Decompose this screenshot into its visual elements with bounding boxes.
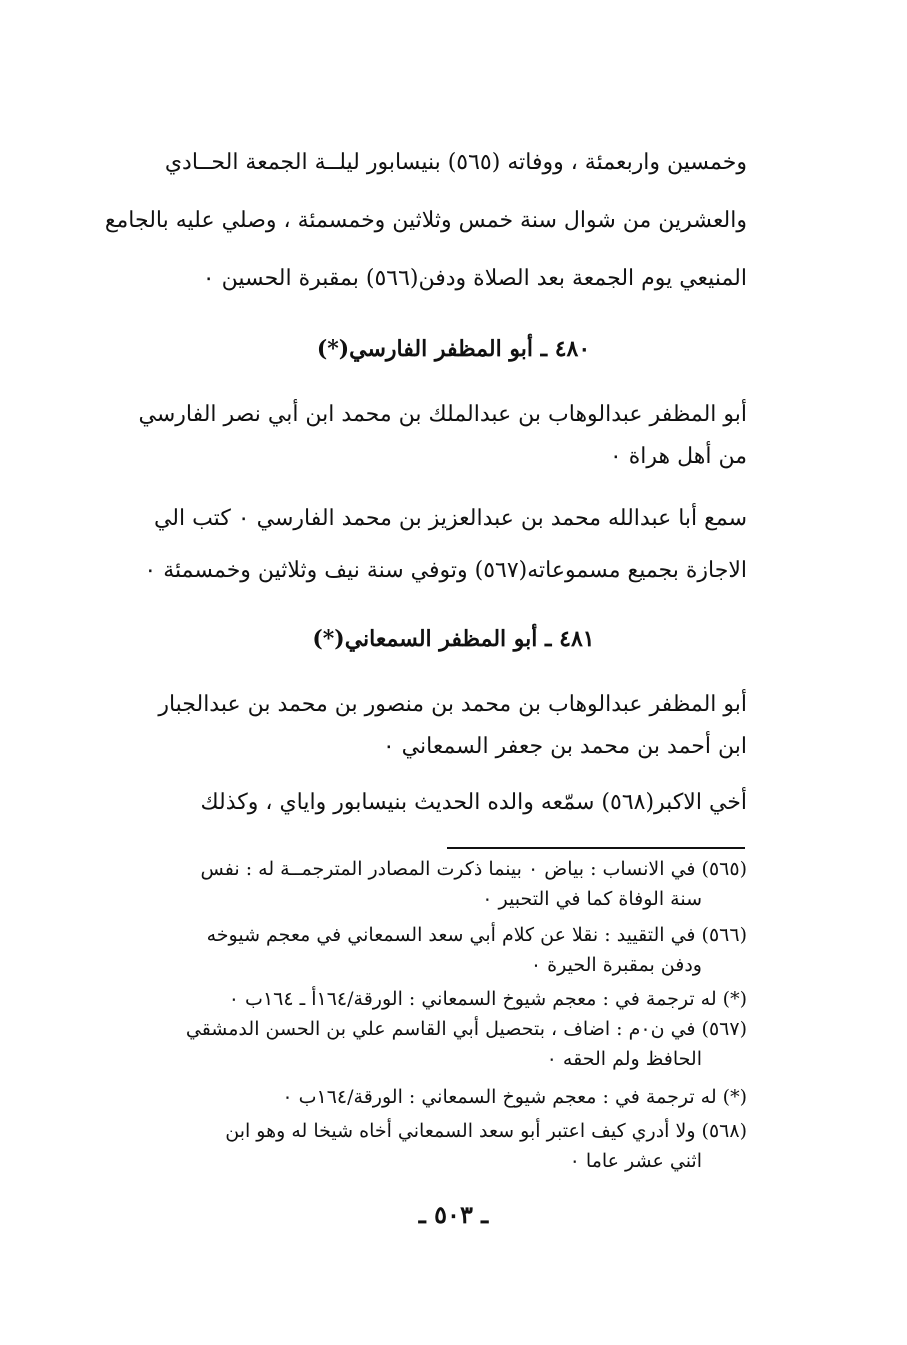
body-line: أبو المظفر عبدالوهاب بن عبدالملك بن محمد ابن أبي نصر الفارسي: [138, 402, 747, 427]
footnote-line: اثني عشر عاما ٠: [569, 1150, 702, 1172]
body-line: أبو المظفر عبدالوهاب بن محمد بن منصور بن محمد بن عبدالجبار: [158, 692, 747, 717]
entry-heading-480: ٤٨٠ ـ أبو المظفر الفارسي(*): [316, 336, 591, 362]
body-line: سمع أبا عبدالله محمد بن عبدالعزيز بن محمد الفارسي ٠ كتب الي: [153, 506, 747, 531]
footnote-line: (*) له ترجمة في : معجم شيوخ السمعاني : الورقة/١٦٤ب ٠: [282, 1086, 747, 1108]
body-line: المنيعي يوم الجمعة بعد الصلاة ودفن(٥٦٦) بمقبرة الحسين ٠: [202, 266, 747, 291]
footnote-line: (٥٦٧) في ن٠م : اضاف ، بتحصيل أبي القاسم علي بن الحسن الدمشقي: [185, 1018, 747, 1040]
body-line: والعشرين من شوال سنة خمس وثلاثين وخمسمئة ، وصلي عليه بالجامع: [104, 208, 747, 233]
footnote-line: الحافظ ولم الحقه ٠: [546, 1048, 702, 1070]
footnote-line: (٥٦٦) في التقييد : نقلا عن كلام أبي سعد السمعاني في معجم شيوخه: [206, 924, 747, 946]
footnote-line: سنة الوفاة كما في التحبير ٠: [482, 888, 702, 910]
footnote-line: (٥٦٥) في الانساب : بياض ٠ بينما ذكرت المصادر المترجمــة له : نفس: [200, 858, 747, 880]
body-line: ابن أحمد بن محمد بن جعفر السمعاني ٠: [382, 734, 747, 759]
body-line: أخي الاكبر(٥٦٨) سمّعه والده الحديث بنيسابور واياي ، وكذلك: [200, 790, 747, 815]
body-line: وخمسين واربعمئة ، ووفاته (٥٦٥) بنيسابور ليلــة الجمعة الحــادي: [164, 150, 747, 175]
footnote-line: (*) له ترجمة في : معجم شيوخ السمعاني : الورقة/١٦٤أ ـ ١٦٤ب ٠: [228, 988, 747, 1010]
page-number: ـ ٥٠٣ ـ: [418, 1200, 489, 1229]
body-line: الاجازة بجميع مسموعاته(٥٦٧) وتوفي سنة نيف وثلاثين وخمسمئة ٠: [144, 558, 747, 583]
footnote-separator: [447, 847, 745, 849]
footnote-line: (٥٦٨) ولا أدري كيف اعتبر أبو سعد السمعاني أخاه شيخا له وهو ابن: [225, 1120, 747, 1142]
entry-heading-481: ٤٨١ ـ أبو المظفر السمعاني(*): [312, 626, 595, 652]
footnote-line: ودفن بمقبرة الحيرة ٠: [530, 954, 702, 976]
body-line: من أهل هراة ٠: [609, 444, 747, 469]
